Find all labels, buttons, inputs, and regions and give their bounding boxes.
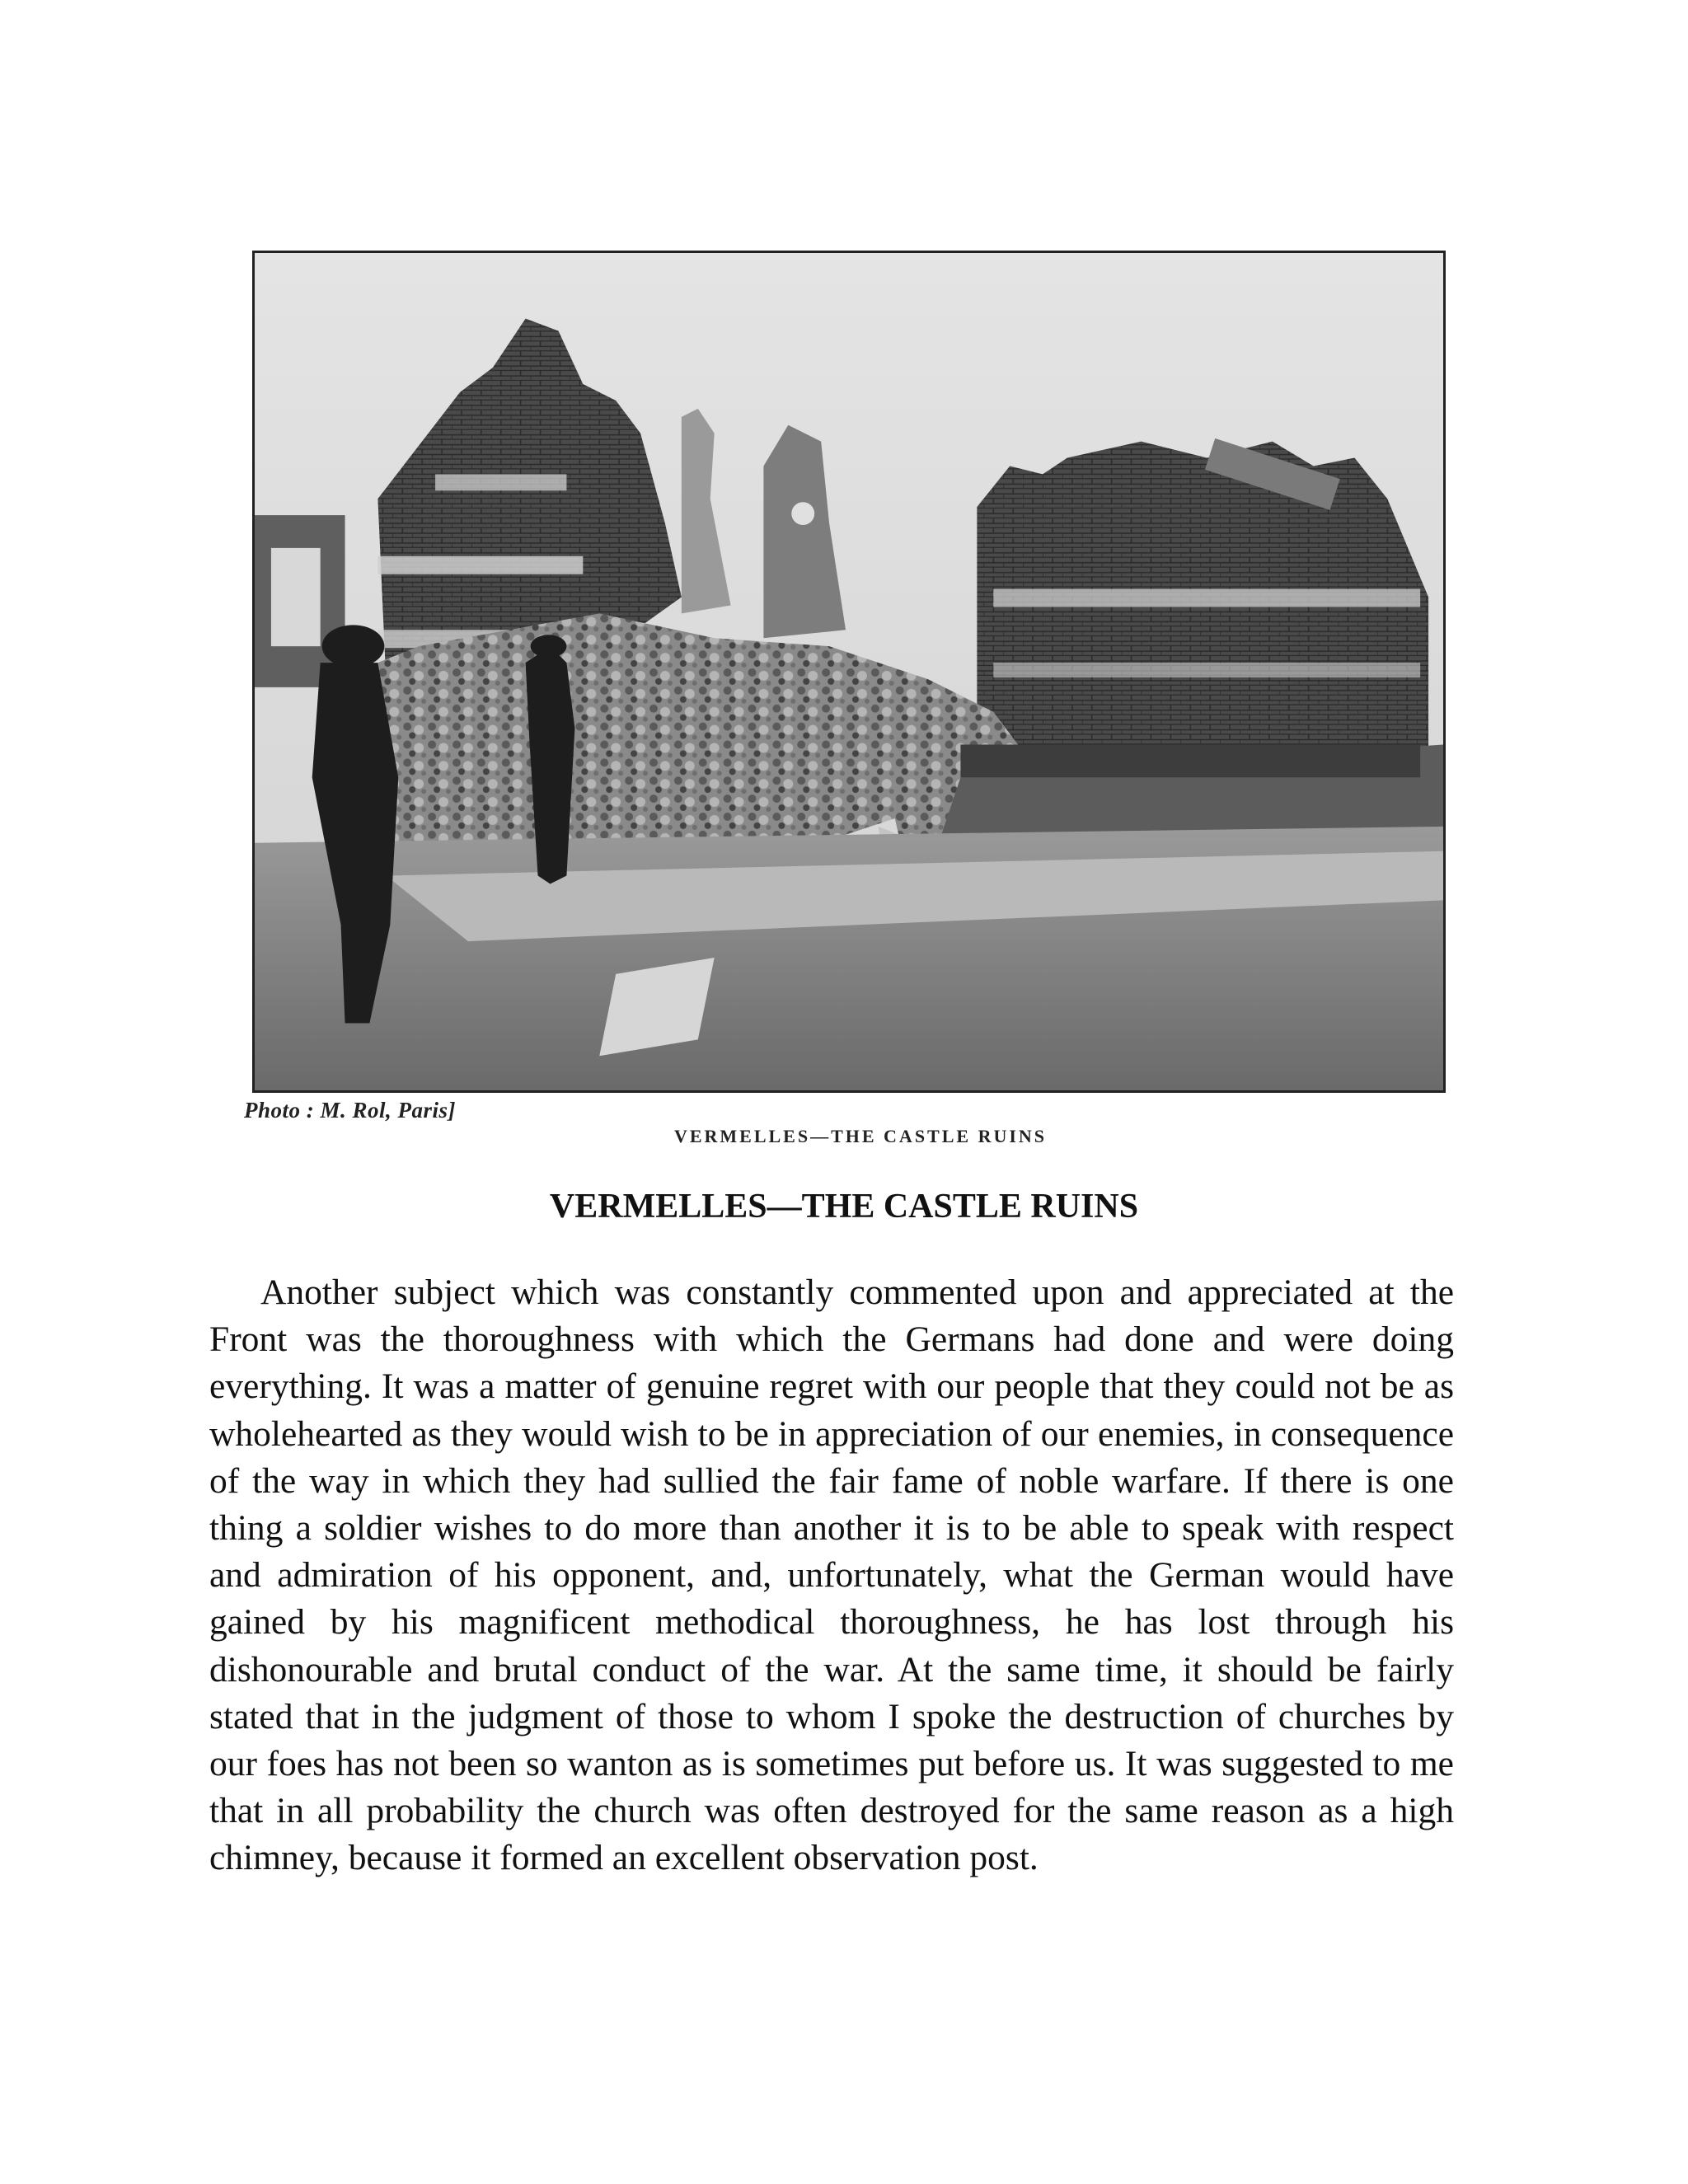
ruins-photo-illustration: [255, 253, 1443, 1090]
photo-caption: VERMELLES—THE CASTLE RUINS: [673, 1126, 1048, 1146]
page-heading: VERMELLES—THE CASTLE RUINS: [549, 1188, 1139, 1226]
castle-ruins-photograph: [252, 251, 1446, 1093]
photo-credit: Photo : M. Rol, Paris]: [244, 1098, 457, 1122]
body-paragraph: Another subject which was constantly commented upon and appreciated at the Front was the thoroughness with which the Germans had done and were doing everything. It was a matter of genuine regret with our people that they could not be as wholehearted as they would wish to be in appreciation of our enemies, in consequence of the way in which they had sullied the fair fame of noble warfare. If there is one thing a soldier wishes to do more than another it is to be able to speak with respect and admiration of his opponent, and, unfortunately, what the German would have gained by his magnificent methodical thoroughness, he has lost through his dishonourable and brutal conduct of the war. At the same time, it should be fairly stated that in the judgment of those to whom I spoke the destruction of churches by our foes has not been so wanton as is sometimes put before us. It was suggested to me that in all probability the church was often destroyed for the same reason as a high chimney, because it formed an excellent observation post.: [209, 1272, 1454, 1878]
